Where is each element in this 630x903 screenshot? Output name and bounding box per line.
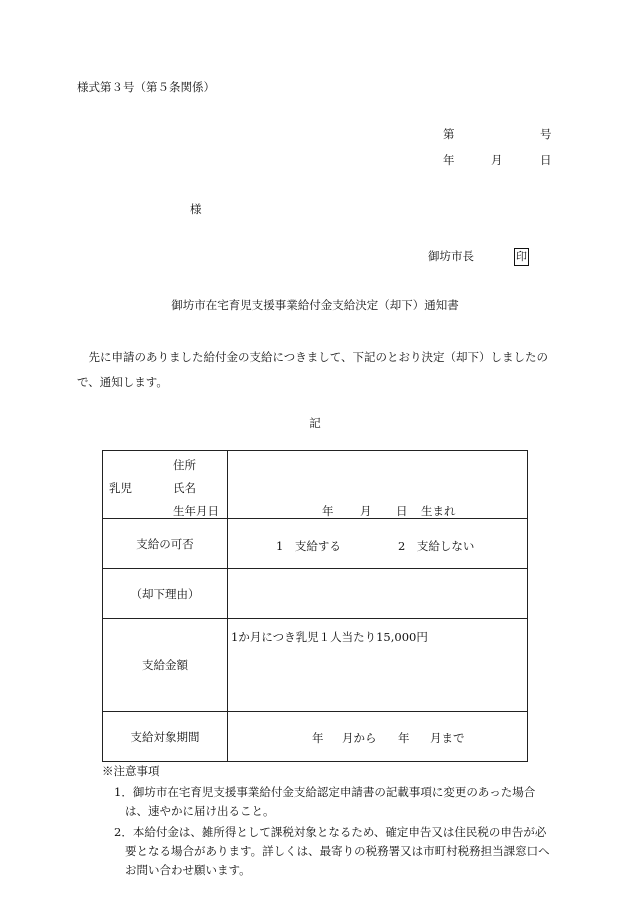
seal-mark: 印 [514, 248, 529, 266]
date-month: 月 [491, 153, 503, 167]
rejection-row [103, 569, 528, 619]
decision-table [102, 450, 528, 762]
dob-year: 年 [322, 504, 334, 518]
period-from-year: 年 [312, 731, 324, 745]
infant-row [103, 451, 528, 519]
note-2-line-2: 要となる場合があります。詳しくは、最寄りの税務署又は市町村税務担当課窓口へ [125, 844, 550, 858]
approval-value-cell [228, 519, 528, 569]
rejection-reason-label: （却下理由） [103, 569, 228, 619]
approval-row [103, 519, 528, 569]
rejection-reason-value [228, 569, 528, 619]
period-row [103, 712, 528, 762]
document-title: 御坊市在宅育児支援事業給付金支給決定（却下）通知書 [171, 298, 459, 312]
period-label: 支給対象期間 [103, 712, 228, 762]
addressee-suffix: 様 [190, 202, 202, 216]
note-2-number: 2． [114, 825, 133, 839]
dob-day: 日 [396, 504, 408, 518]
sender-name: 御坊市長 [428, 249, 474, 263]
infant-group-label: 乳児 [109, 481, 132, 495]
name-label: 氏名 [173, 481, 196, 495]
date-day: 日 [540, 153, 552, 167]
amount-row [103, 619, 528, 712]
amount-label: 支給金額 [103, 619, 228, 712]
form-number: 様式第３号（第５条関係） [77, 80, 215, 94]
document-number-label: 第 [443, 127, 455, 141]
note-1-text-1: 御坊市在宅育児支援事業給付金支給認定申請書の記載事項に変更のあった場合 [132, 785, 536, 799]
dob-month: 月 [360, 504, 372, 518]
note-1-number: 1． [114, 785, 133, 799]
note-1-line-1 [114, 784, 535, 800]
period-from-month: 月から [342, 731, 377, 745]
address-label: 住所 [173, 458, 196, 472]
infant-label-cell [103, 451, 228, 519]
period-to-year: 年 [398, 731, 410, 745]
dob-label: 生年月日 [173, 504, 219, 518]
note-2-line-1 [114, 824, 546, 840]
period-to-month: 月まで [430, 731, 465, 745]
note-2-line-3: お問い合わせ願います。 [125, 863, 251, 877]
approval-option-2: 2 支給しない [398, 539, 475, 553]
period-value-cell [228, 712, 528, 762]
ki-heading: 記 [309, 416, 321, 430]
dob-suffix: 生まれ [421, 504, 456, 518]
body-text: 先に申請のありました給付金の支給につきまして、下記のとおり決定（却下）しましたので、通知します。 [77, 350, 549, 389]
amount-value: 1か月につき乳児１人当たり15,000円 [231, 630, 428, 644]
infant-value-cell [228, 451, 528, 519]
note-1-line-2: は、速やかに届け出ること。 [125, 804, 275, 818]
approval-option-1: 1 支給する [276, 539, 341, 553]
amount-value-cell [228, 619, 528, 712]
approval-label: 支給の可否 [103, 519, 228, 569]
document-number-suffix: 号 [540, 127, 552, 141]
date-year: 年 [443, 153, 455, 167]
notes-heading: ※注意事項 [102, 764, 160, 778]
note-2-text-1: 本給付金は、雑所得として課税対象となるため、確定申告又は住民税の申告が必 [132, 825, 547, 839]
